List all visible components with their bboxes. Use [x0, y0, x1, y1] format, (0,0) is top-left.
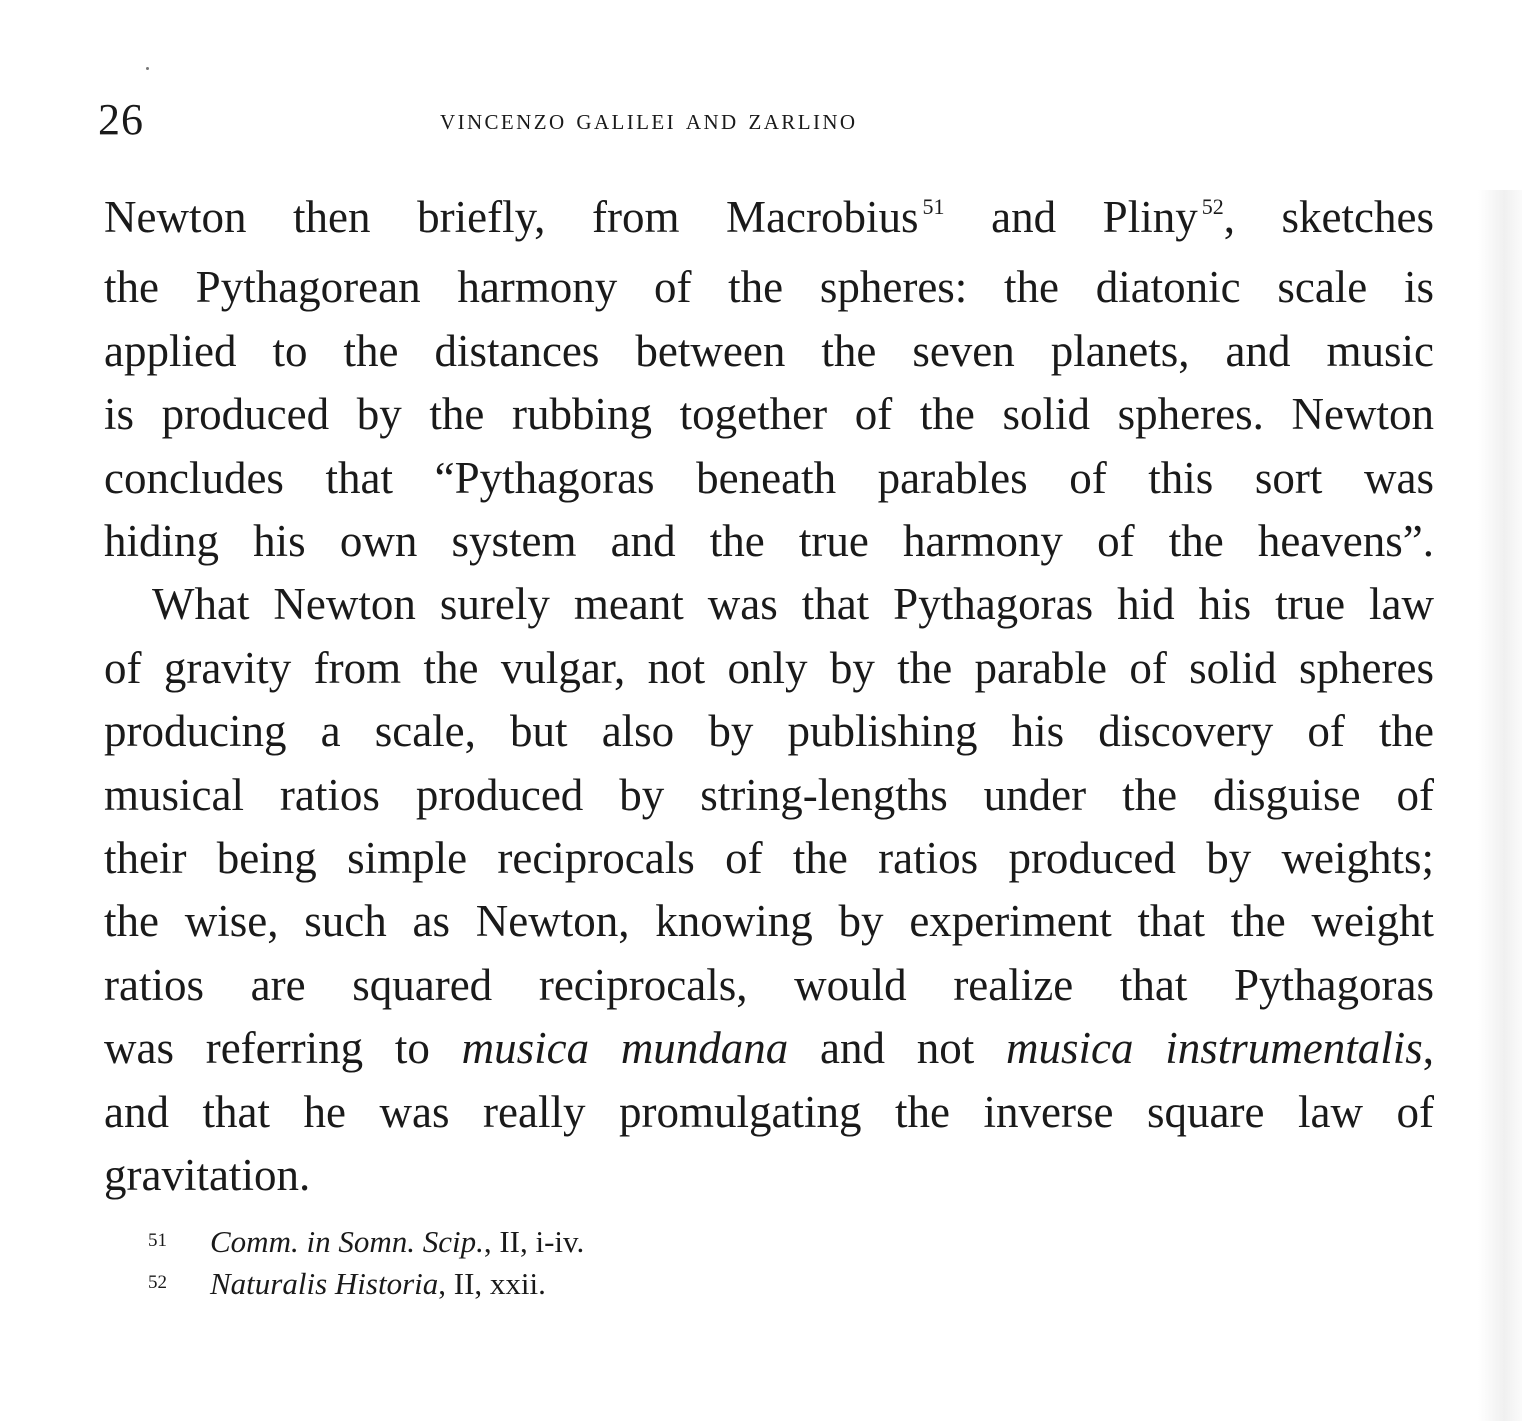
text-line: producing a scale, but also by publishing his discovery of the	[104, 706, 1434, 757]
text-line: concludes that “Pythagoras beneath parables of this sort was	[104, 452, 1434, 503]
footnote-reference-51[interactable]: 51	[922, 194, 945, 219]
text-line	[104, 1017, 1434, 1080]
text-span: and Pliny	[944, 192, 1198, 242]
text-line: applied to the distances between the seven planets, and music	[104, 325, 1434, 376]
text-span: ,	[1422, 1023, 1434, 1074]
text-line: What Newton surely meant was that Pythagoras hid his true law	[152, 579, 1434, 630]
text-span: was referring to	[104, 1023, 462, 1074]
footnote-text	[210, 1224, 584, 1259]
footnote-reference-52[interactable]: 52	[1201, 194, 1224, 219]
text-span: Newton then briefly, from Macrobius	[104, 192, 919, 242]
footnote-text	[210, 1266, 546, 1301]
scan-speck	[146, 67, 149, 70]
footnote-number: 52	[148, 1272, 167, 1293]
body-text	[104, 186, 1434, 1208]
italic-term: musica mundana	[461, 1023, 789, 1074]
text-line	[104, 186, 1434, 256]
text-line: is produced by the rubbing together of the solid spheres. Newton	[104, 389, 1434, 440]
footnote-title: Naturalis Historia	[210, 1266, 439, 1301]
footnote-citation: , II, i-iv.	[483, 1224, 585, 1259]
footnote-citation: , II, xxii.	[438, 1266, 546, 1301]
text-line: their being simple reciprocals of the ratios produced by weights;	[104, 833, 1434, 884]
text-line: gravitation.	[104, 1150, 311, 1201]
footnote-52	[148, 1262, 948, 1304]
text-line: the Pythagorean harmony of the spheres: the diatonic scale is	[104, 262, 1434, 313]
italic-term: musica instrumentalis	[1006, 1023, 1423, 1074]
footnotes	[148, 1220, 948, 1304]
page-number: 26	[98, 95, 144, 144]
text-line: of gravity from the vulgar, not only by the parable of solid spheres	[104, 642, 1434, 693]
text-line: ratios are squared reciprocals, would realize that Pythagoras	[104, 959, 1434, 1010]
text-line: the wise, such as Newton, knowing by experiment that the weight	[104, 896, 1434, 947]
text-line: musical ratios produced by string-lengths under the disguise of	[104, 769, 1434, 820]
scan-shadow	[1478, 190, 1522, 1421]
text-line: and that he was really promulgating the inverse square law of	[104, 1086, 1434, 1137]
running-title: vincenzo galilei and zarlino	[440, 103, 858, 136]
running-head	[98, 92, 1438, 148]
text-line: hiding his own system and the true harmony of the heavens”.	[104, 516, 1434, 567]
text-span: and not	[788, 1023, 1006, 1074]
footnote-title: Comm. in Somn. Scip.	[210, 1224, 484, 1259]
footnote-51	[148, 1220, 948, 1262]
footnote-number: 51	[148, 1230, 167, 1251]
text-span: , sketches	[1223, 192, 1434, 242]
